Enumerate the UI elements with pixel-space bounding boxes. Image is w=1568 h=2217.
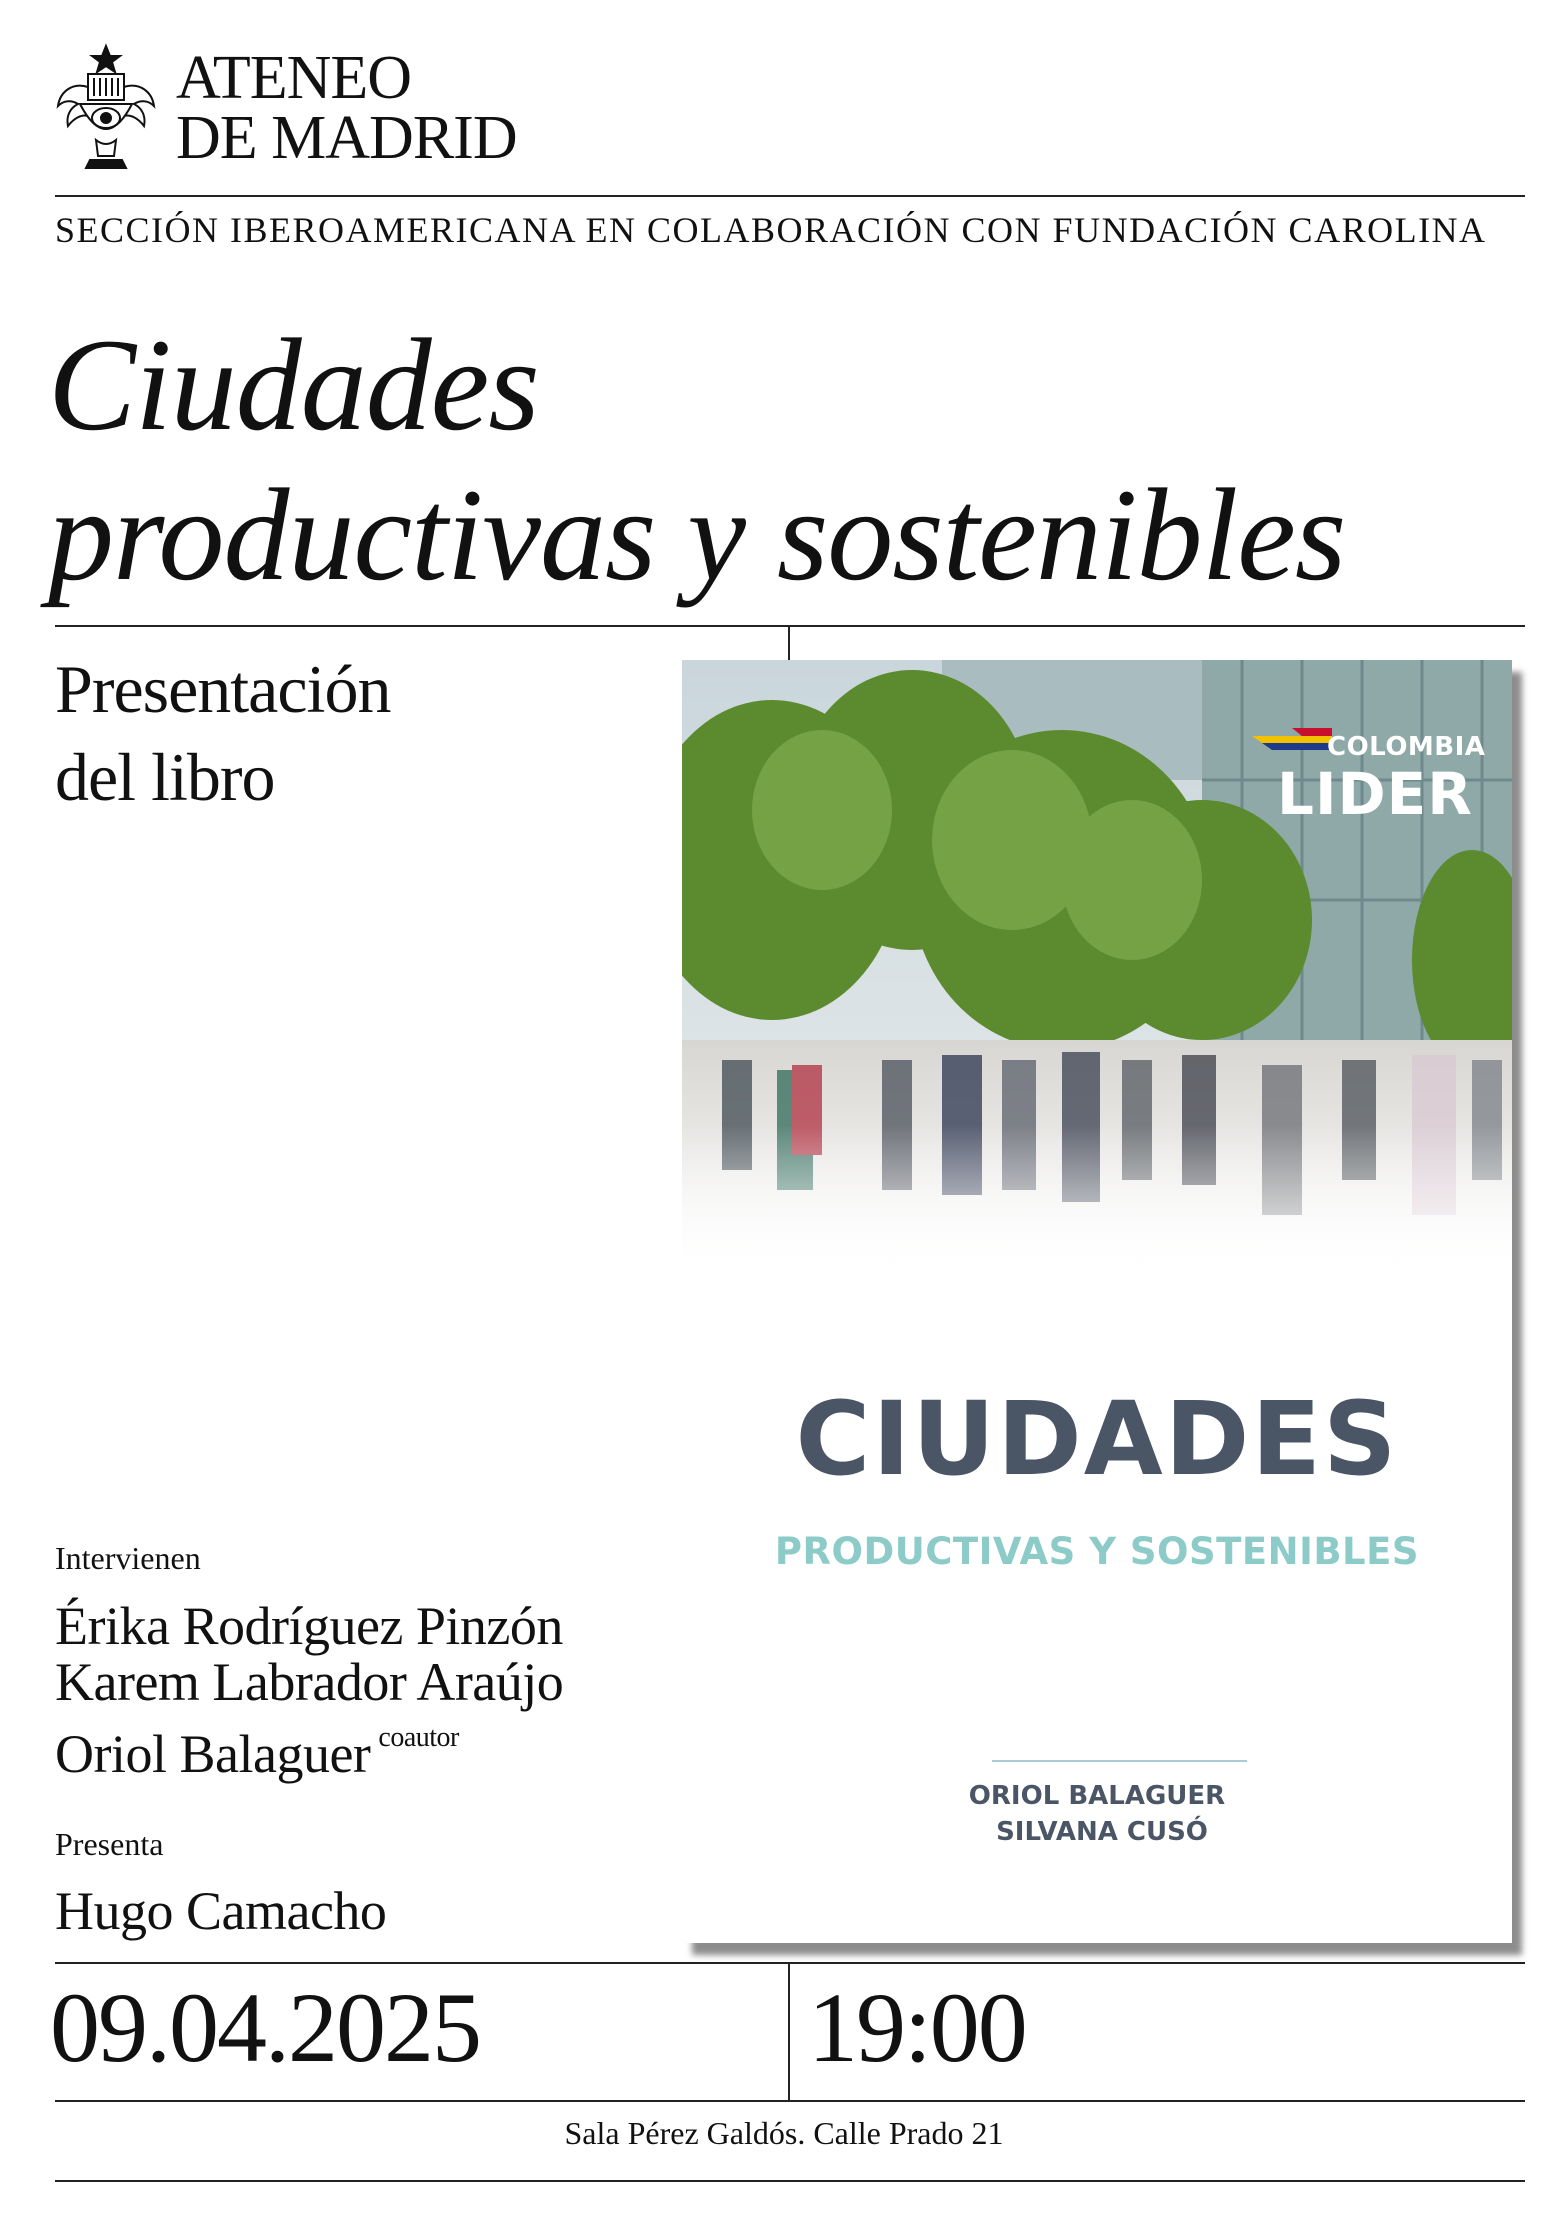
event-title-line1: Ciudades (48, 311, 539, 458)
book-brand-small: COLOMBIA (1327, 732, 1486, 762)
book-divider (992, 1760, 1247, 1762)
event-subtitle-line2: del libro (55, 739, 275, 815)
speakers-list (55, 1598, 563, 1782)
org-name-line1: ATENEO (176, 44, 412, 112)
divider-top (55, 195, 1525, 197)
event-title-line2: productivas y sostenibles (48, 461, 1346, 608)
ateneo-crest-logo (50, 42, 162, 172)
book-brand-large: LIDER (1277, 760, 1473, 828)
book-title: CIUDADES (795, 1380, 1399, 1499)
event-subtitle (55, 645, 390, 821)
event-venue: Sala Pérez Galdós. Calle Prado 21 (564, 2115, 1004, 2151)
event-subtitle-line1: Presentación (55, 651, 391, 727)
coauthor-tag: coautor (378, 1722, 459, 1753)
book-subtitle: PRODUCTIVAS Y SOSTENIBLES (774, 1530, 1420, 1573)
book-author: ORIOL BALAGUER (968, 1781, 1226, 1811)
speakers-label: Intervienen (55, 1540, 201, 1576)
colombia-flag-icon (1252, 728, 1332, 758)
speaker-name: Oriol Balaguer (55, 1724, 371, 1784)
presenter-label: Presenta (55, 1826, 164, 1862)
divider-title (55, 625, 1525, 627)
speaker-item (55, 1710, 563, 1782)
section-heading: SECCIÓN IBEROAMERICANA EN COLABORACIÓN CON FUNDACIÓN CAROLINA (55, 210, 1487, 250)
event-title (48, 310, 1345, 610)
divider-date-time (788, 1962, 790, 2102)
speaker-name: Érika Rodríguez Pinzón (55, 1596, 563, 1656)
org-name-line2: DE MADRID (176, 104, 517, 172)
divider-date-bottom (55, 2100, 1525, 2102)
divider-column-top (788, 625, 790, 665)
divider-date-top (55, 1962, 1525, 1964)
divider-bottom (55, 2180, 1525, 2182)
presenter-name: Hugo Camacho (55, 1881, 387, 1941)
book-authors (682, 1778, 1512, 1850)
book-cover (682, 660, 1512, 1943)
speaker-name: Karem Labrador Araújo (55, 1652, 564, 1712)
event-date: 09.04.2025 (50, 1972, 480, 2083)
event-time: 19:00 (808, 1972, 1026, 2083)
organization-name (176, 44, 517, 172)
book-author: SILVANA CUSÓ (996, 1817, 1208, 1847)
